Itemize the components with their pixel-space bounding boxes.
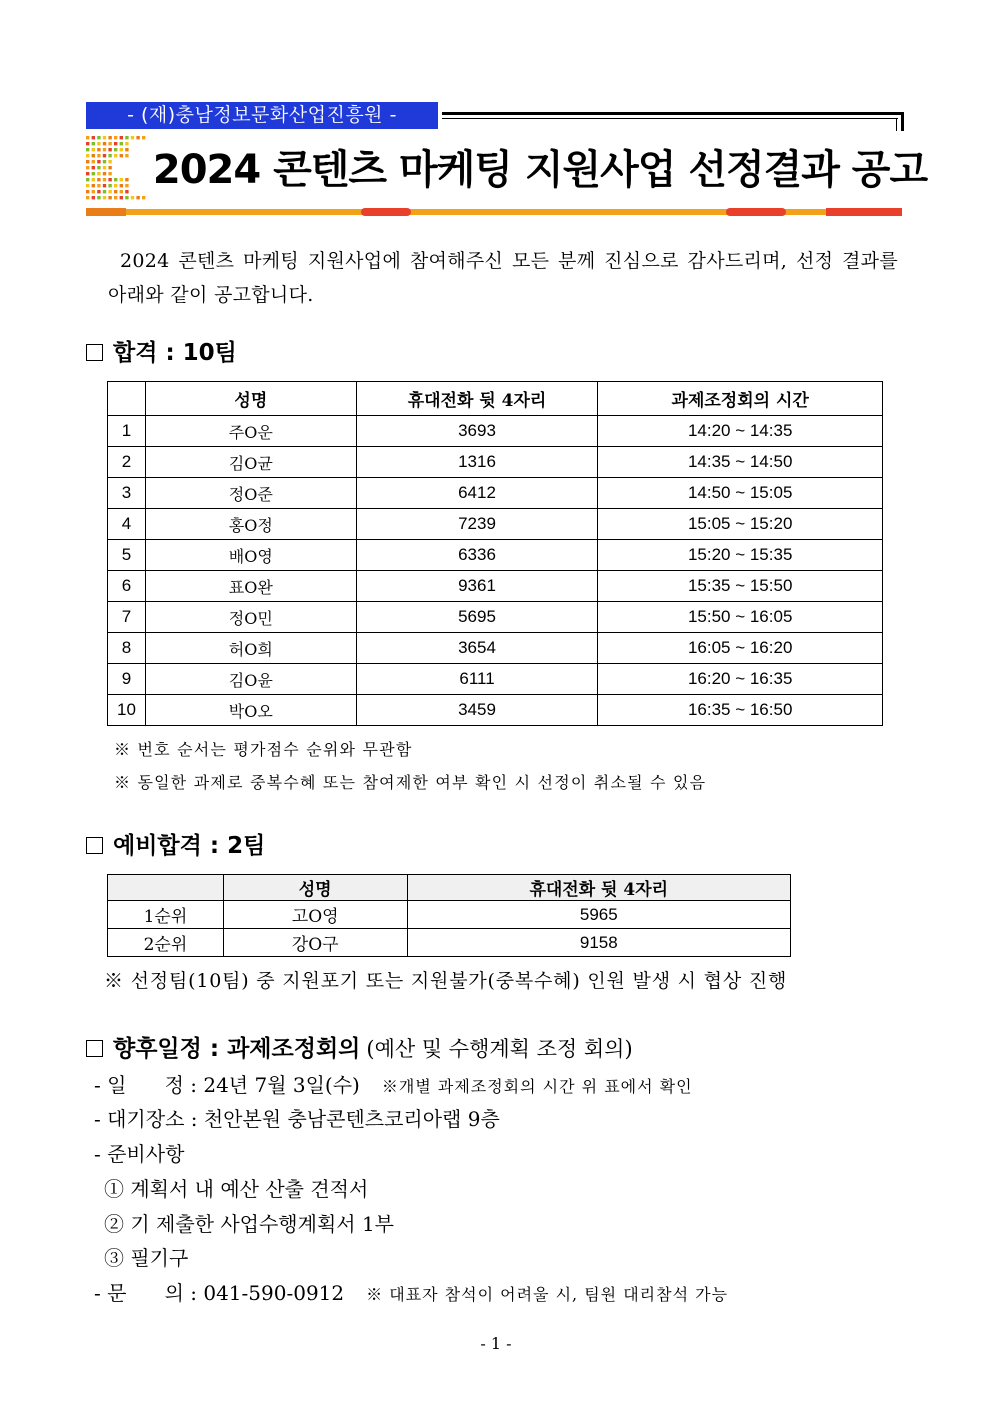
table-row <box>108 416 883 447</box>
row-time: 15:50 ~ 16:05 <box>598 602 883 633</box>
passed-note-1: ※ 번호 순서는 평가점수 순위와 무관함 <box>114 740 413 759</box>
row-number: 8 <box>108 633 146 664</box>
schedule-prep-label: - 준비사항 <box>94 1142 185 1166</box>
table-row <box>108 929 791 957</box>
row-phone: 6412 <box>356 478 598 509</box>
section-passed-title: 합격 : 10팀 <box>113 340 237 366</box>
column-header-rank <box>108 875 224 901</box>
row-name: 홍O정 <box>145 509 356 540</box>
row-rank: 1순위 <box>108 901 224 929</box>
row-phone: 1316 <box>356 447 598 478</box>
column-header-name: 성명 <box>223 875 407 901</box>
logo-dots-icon <box>86 136 150 202</box>
schedule-contact-row <box>94 1279 728 1309</box>
page-title: 2024 콘텐츠 마케팅 지원사업 선정결과 공고 <box>152 147 928 193</box>
row-name: 김O윤 <box>145 664 356 695</box>
table-row <box>108 571 883 602</box>
row-time: 15:35 ~ 15:50 <box>598 571 883 602</box>
row-phone: 9361 <box>356 571 598 602</box>
row-phone: 3654 <box>356 633 598 664</box>
section-reserve-heading <box>86 831 265 861</box>
row-time: 15:20 ~ 15:35 <box>598 540 883 571</box>
table-row <box>108 478 883 509</box>
table-row <box>108 633 883 664</box>
schedule-contact: - 문 의 : 041-590-0912 <box>94 1281 345 1305</box>
table-row <box>108 509 883 540</box>
row-phone: 6111 <box>356 664 598 695</box>
schedule-date-note: ※개별 과제조정회의 시간 위 표에서 확인 <box>381 1077 693 1096</box>
row-time: 14:20 ~ 14:35 <box>598 416 883 447</box>
row-number: 5 <box>108 540 146 571</box>
column-header-phone: 휴대전화 뒷 4자리 <box>356 382 598 416</box>
row-time: 14:50 ~ 15:05 <box>598 478 883 509</box>
row-name: 배O영 <box>145 540 356 571</box>
prep-item-1: ① 계획서 내 예산 산출 견적서 <box>104 1177 369 1201</box>
row-number: 1 <box>108 416 146 447</box>
schedule-place: - 대기장소 : 천안본원 충남콘텐츠코리아랩 9층 <box>94 1107 500 1131</box>
row-phone: 9158 <box>407 929 790 957</box>
row-name: 김O균 <box>145 447 356 478</box>
row-name: 고O영 <box>223 901 407 929</box>
page-number: - 1 - <box>480 1334 512 1353</box>
reserve-note: ※ 선정팀(10팀) 중 지원포기 또는 지원불가(중복수혜) 인원 발생 시 협상 진행 <box>104 970 788 992</box>
row-name: 강O구 <box>223 929 407 957</box>
row-time: 15:05 ~ 15:20 <box>598 509 883 540</box>
row-number: 4 <box>108 509 146 540</box>
column-header-phone: 휴대전화 뒷 4자리 <box>407 875 790 901</box>
row-name: 정O준 <box>145 478 356 509</box>
column-header-no <box>108 382 146 416</box>
table-row <box>108 695 883 726</box>
section-passed-heading <box>86 338 237 368</box>
row-number: 3 <box>108 478 146 509</box>
row-number: 2 <box>108 447 146 478</box>
row-time: 16:20 ~ 16:35 <box>598 664 883 695</box>
row-phone: 3693 <box>356 416 598 447</box>
header-rule-corner <box>901 112 904 131</box>
row-number: 9 <box>108 664 146 695</box>
table-row <box>108 602 883 633</box>
table-row <box>108 447 883 478</box>
row-phone: 6336 <box>356 540 598 571</box>
schedule-date: - 일 정 : 24년 7월 3일(수) <box>94 1073 360 1097</box>
passed-table <box>107 381 883 726</box>
header-rule <box>442 112 904 115</box>
section-reserve-title: 예비합격 : 2팀 <box>113 833 266 859</box>
section-schedule-heading <box>86 1034 633 1064</box>
title-underline-bar <box>86 207 902 216</box>
table-row <box>108 540 883 571</box>
row-rank: 2순위 <box>108 929 224 957</box>
row-number: 6 <box>108 571 146 602</box>
row-number: 10 <box>108 695 146 726</box>
row-phone: 5695 <box>356 602 598 633</box>
checkbox-square-icon <box>86 837 103 854</box>
prep-item-2: ② 기 제출한 사업수행계획서 1부 <box>104 1212 394 1236</box>
passed-note-2: ※ 동일한 과제로 중복수혜 또는 참여제한 여부 확인 시 선정이 취소될 수 있음 <box>114 773 707 792</box>
header-rule-thin <box>442 118 898 119</box>
row-name: 박O오 <box>145 695 356 726</box>
row-phone: 7239 <box>356 509 598 540</box>
intro-paragraph: 2024 콘텐츠 마케팅 지원사업에 참여해주신 모든 분께 진심으로 감사드리며, 선정 결과를 아래와 같이 공고합니다. <box>108 250 898 306</box>
row-time: 16:35 ~ 16:50 <box>598 695 883 726</box>
column-header-time: 과제조정회의 시간 <box>598 382 883 416</box>
checkbox-square-icon <box>86 1040 103 1057</box>
row-time: 14:35 ~ 14:50 <box>598 447 883 478</box>
prep-item-3: ③ 필기구 <box>104 1246 189 1270</box>
schedule-date-row <box>94 1071 693 1101</box>
reserve-table <box>107 874 791 957</box>
row-phone: 3459 <box>356 695 598 726</box>
section-schedule-title: 향후일정 : 과제조정회의 <box>113 1036 361 1062</box>
row-time: 16:05 ~ 16:20 <box>598 633 883 664</box>
table-row <box>108 664 883 695</box>
org-badge: - (재)충남정보문화산업진흥원 - <box>86 102 438 129</box>
row-name: 주O운 <box>145 416 356 447</box>
row-number: 7 <box>108 602 146 633</box>
section-schedule-subtitle: (예산 및 수행계획 조정 회의) <box>366 1037 633 1061</box>
row-phone: 5965 <box>407 901 790 929</box>
row-name: 표O완 <box>145 571 356 602</box>
row-name: 정O민 <box>145 602 356 633</box>
column-header-name: 성명 <box>145 382 356 416</box>
checkbox-square-icon <box>86 344 103 361</box>
row-name: 허O희 <box>145 633 356 664</box>
schedule-contact-note: ※ 대표자 참석이 어려울 시, 팀원 대리참석 가능 <box>366 1285 729 1304</box>
header-rule-corner-thin <box>896 118 897 131</box>
table-row <box>108 901 791 929</box>
